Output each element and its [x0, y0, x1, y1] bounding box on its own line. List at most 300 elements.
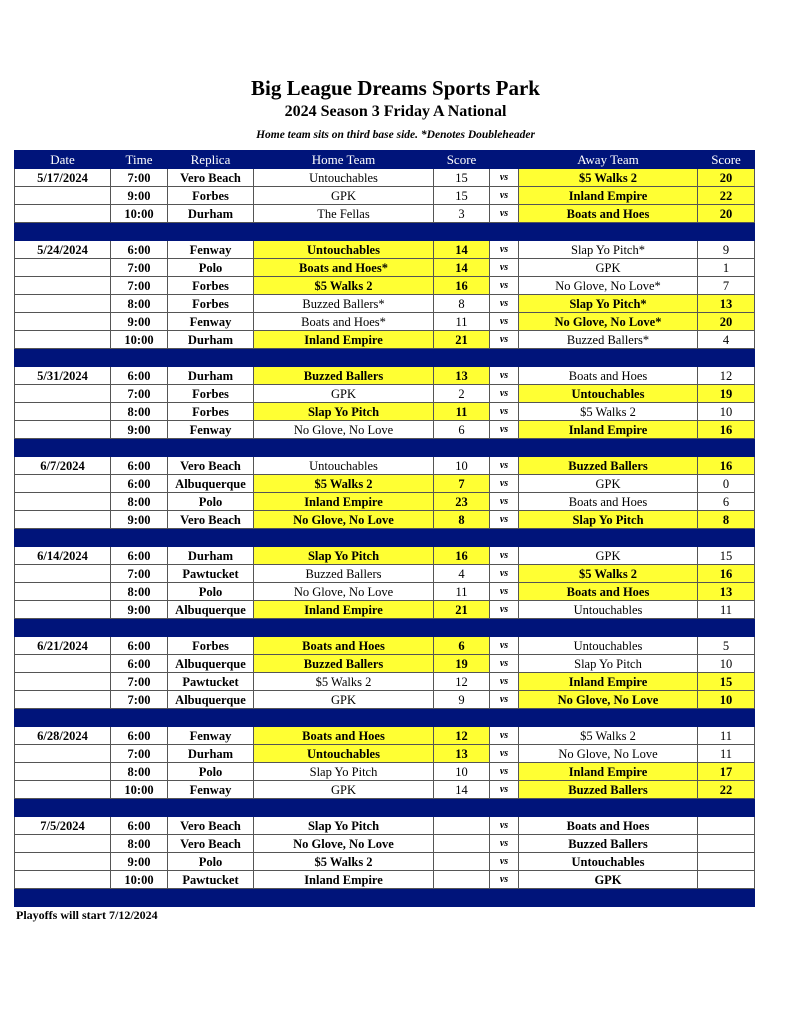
separator-cell	[698, 439, 755, 457]
away-team: No Glove, No Love	[519, 745, 698, 763]
separator-cell	[519, 349, 698, 367]
separator-cell	[254, 709, 434, 727]
separator-cell	[15, 799, 111, 817]
week-separator	[15, 223, 755, 241]
home-team: Boats and Hoes	[254, 727, 434, 745]
home-team: Boats and Hoes	[254, 637, 434, 655]
separator-cell	[490, 349, 519, 367]
separator-cell	[254, 349, 434, 367]
schedule-table	[14, 150, 755, 907]
away-team: Slap Yo Pitch	[519, 511, 698, 529]
game-time: 9:00	[111, 313, 168, 331]
game-replica-field: Forbes	[168, 385, 254, 403]
game-row	[15, 475, 755, 493]
home-team: No Glove, No Love	[254, 835, 434, 853]
game-row	[15, 205, 755, 223]
vs-label: vs	[490, 835, 519, 853]
away-team: Inland Empire	[519, 763, 698, 781]
away-score: 11	[698, 745, 755, 763]
game-row	[15, 637, 755, 655]
game-date	[15, 331, 111, 349]
away-score: 19	[698, 385, 755, 403]
vs-label: vs	[490, 655, 519, 673]
separator-cell	[15, 709, 111, 727]
game-replica-field: Polo	[168, 763, 254, 781]
separator-cell	[254, 223, 434, 241]
game-date: 6/7/2024	[15, 457, 111, 475]
separator-cell	[490, 223, 519, 241]
game-replica-field: Fenway	[168, 241, 254, 259]
game-row	[15, 277, 755, 295]
away-team: $5 Walks 2	[519, 403, 698, 421]
schedule-note: Home team sits on third base side. *Denotes Doubleheader	[256, 129, 535, 141]
vs-label: vs	[490, 313, 519, 331]
separator-cell	[111, 349, 168, 367]
page-title: Big League Dreams Sports Park	[251, 76, 540, 100]
home-score	[434, 835, 490, 853]
away-score: 8	[698, 511, 755, 529]
away-score: 10	[698, 655, 755, 673]
game-replica-field: Albuquerque	[168, 691, 254, 709]
week-separator	[15, 439, 755, 457]
away-team: Boats and Hoes	[519, 583, 698, 601]
game-row	[15, 331, 755, 349]
separator-cell	[698, 619, 755, 637]
game-date	[15, 835, 111, 853]
away-score: 16	[698, 421, 755, 439]
separator-cell	[698, 223, 755, 241]
game-time: 6:00	[111, 475, 168, 493]
separator-cell	[15, 529, 111, 547]
game-replica-field: Pawtucket	[168, 871, 254, 889]
game-time: 9:00	[111, 601, 168, 619]
separator-cell	[168, 529, 254, 547]
home-team: Inland Empire	[254, 871, 434, 889]
game-date	[15, 313, 111, 331]
home-team: No Glove, No Love	[254, 421, 434, 439]
home-score: 6	[434, 421, 490, 439]
game-row	[15, 583, 755, 601]
vs-label: vs	[490, 691, 519, 709]
game-replica-field: Durham	[168, 331, 254, 349]
away-score: 20	[698, 205, 755, 223]
separator-cell	[15, 223, 111, 241]
away-score: 7	[698, 277, 755, 295]
game-replica-field: Fenway	[168, 421, 254, 439]
vs-label: vs	[490, 565, 519, 583]
game-row	[15, 763, 755, 781]
separator-cell	[490, 799, 519, 817]
game-date	[15, 655, 111, 673]
separator-cell	[111, 619, 168, 637]
week-separator	[15, 799, 755, 817]
game-replica-field: Forbes	[168, 295, 254, 313]
separator-cell	[434, 619, 490, 637]
separator-cell	[15, 889, 111, 907]
away-team: No Glove, No Love*	[519, 313, 698, 331]
game-time: 8:00	[111, 835, 168, 853]
game-row	[15, 565, 755, 583]
home-team: Slap Yo Pitch	[254, 763, 434, 781]
home-score: 21	[434, 601, 490, 619]
game-date	[15, 421, 111, 439]
away-team: Buzzed Ballers	[519, 835, 698, 853]
home-team: Inland Empire	[254, 601, 434, 619]
header-row	[15, 151, 755, 169]
game-row	[15, 781, 755, 799]
game-time: 6:00	[111, 241, 168, 259]
away-team: Inland Empire	[519, 187, 698, 205]
away-score: 11	[698, 727, 755, 745]
game-replica-field: Polo	[168, 853, 254, 871]
game-time: 7:00	[111, 745, 168, 763]
col-header-date: Date	[15, 151, 111, 169]
home-score: 14	[434, 781, 490, 799]
game-date	[15, 871, 111, 889]
game-row	[15, 313, 755, 331]
away-score: 0	[698, 475, 755, 493]
home-score: 15	[434, 187, 490, 205]
schedule-body	[15, 169, 755, 907]
home-score: 16	[434, 547, 490, 565]
home-team: Buzzed Ballers	[254, 565, 434, 583]
game-replica-field: Polo	[168, 493, 254, 511]
home-score: 13	[434, 367, 490, 385]
home-score: 12	[434, 727, 490, 745]
away-team: Untouchables	[519, 385, 698, 403]
separator-cell	[254, 889, 434, 907]
separator-cell	[434, 709, 490, 727]
separator-cell	[698, 529, 755, 547]
game-row	[15, 871, 755, 889]
home-score: 12	[434, 673, 490, 691]
game-row	[15, 673, 755, 691]
separator-cell	[490, 889, 519, 907]
away-team: Inland Empire	[519, 673, 698, 691]
separator-cell	[168, 349, 254, 367]
home-score	[434, 853, 490, 871]
game-replica-field: Pawtucket	[168, 673, 254, 691]
game-replica-field: Albuquerque	[168, 475, 254, 493]
home-score: 8	[434, 295, 490, 313]
away-score: 15	[698, 547, 755, 565]
game-time: 10:00	[111, 205, 168, 223]
game-replica-field: Forbes	[168, 277, 254, 295]
away-score	[698, 817, 755, 835]
game-replica-field: Durham	[168, 367, 254, 385]
game-time: 6:00	[111, 457, 168, 475]
vs-label: vs	[490, 673, 519, 691]
away-score: 20	[698, 313, 755, 331]
game-replica-field: Fenway	[168, 781, 254, 799]
game-date	[15, 493, 111, 511]
home-team: Buzzed Ballers	[254, 655, 434, 673]
home-score: 10	[434, 763, 490, 781]
game-time: 7:00	[111, 691, 168, 709]
away-team: GPK	[519, 871, 698, 889]
home-score: 8	[434, 511, 490, 529]
away-score: 13	[698, 583, 755, 601]
game-row	[15, 403, 755, 421]
game-time: 7:00	[111, 565, 168, 583]
game-date	[15, 583, 111, 601]
away-score: 11	[698, 601, 755, 619]
vs-label: vs	[490, 547, 519, 565]
game-row	[15, 421, 755, 439]
separator-cell	[254, 799, 434, 817]
game-replica-field: Polo	[168, 583, 254, 601]
game-row	[15, 745, 755, 763]
game-time: 6:00	[111, 655, 168, 673]
away-score: 4	[698, 331, 755, 349]
home-team: Slap Yo Pitch	[254, 403, 434, 421]
game-date	[15, 691, 111, 709]
game-time: 7:00	[111, 385, 168, 403]
game-time: 6:00	[111, 637, 168, 655]
home-score: 14	[434, 259, 490, 277]
game-time: 9:00	[111, 853, 168, 871]
home-team: Inland Empire	[254, 493, 434, 511]
away-score: 16	[698, 565, 755, 583]
home-team: Buzzed Ballers	[254, 367, 434, 385]
vs-label: vs	[490, 475, 519, 493]
separator-cell	[168, 889, 254, 907]
home-score: 19	[434, 655, 490, 673]
home-score: 23	[434, 493, 490, 511]
separator-cell	[519, 439, 698, 457]
vs-label: vs	[490, 277, 519, 295]
game-date	[15, 565, 111, 583]
away-team: GPK	[519, 259, 698, 277]
game-time: 7:00	[111, 259, 168, 277]
home-team: Untouchables	[254, 241, 434, 259]
game-row	[15, 835, 755, 853]
game-date	[15, 853, 111, 871]
game-row	[15, 241, 755, 259]
away-team: $5 Walks 2	[519, 565, 698, 583]
separator-cell	[168, 223, 254, 241]
separator-cell	[519, 529, 698, 547]
vs-label: vs	[490, 385, 519, 403]
vs-label: vs	[490, 583, 519, 601]
vs-label: vs	[490, 853, 519, 871]
vs-label: vs	[490, 763, 519, 781]
away-team: GPK	[519, 547, 698, 565]
away-score: 10	[698, 691, 755, 709]
separator-cell	[254, 439, 434, 457]
separator-cell	[111, 889, 168, 907]
game-date	[15, 475, 111, 493]
game-date: 6/28/2024	[15, 727, 111, 745]
game-replica-field: Pawtucket	[168, 565, 254, 583]
game-replica-field: Fenway	[168, 313, 254, 331]
game-replica-field: Polo	[168, 259, 254, 277]
game-time: 6:00	[111, 727, 168, 745]
game-replica-field: Forbes	[168, 637, 254, 655]
separator-cell	[111, 709, 168, 727]
home-team: Inland Empire	[254, 331, 434, 349]
game-row	[15, 655, 755, 673]
game-row	[15, 169, 755, 187]
game-row	[15, 817, 755, 835]
game-time: 8:00	[111, 583, 168, 601]
vs-label: vs	[490, 331, 519, 349]
separator-cell	[111, 799, 168, 817]
game-row	[15, 727, 755, 745]
separator-cell	[168, 619, 254, 637]
separator-cell	[168, 799, 254, 817]
home-team: No Glove, No Love	[254, 583, 434, 601]
home-score	[434, 871, 490, 889]
separator-cell	[111, 439, 168, 457]
vs-label: vs	[490, 511, 519, 529]
game-date	[15, 259, 111, 277]
away-team: No Glove, No Love*	[519, 277, 698, 295]
game-replica-field: Durham	[168, 205, 254, 223]
season-subtitle: 2024 Season 3 Friday A National	[284, 103, 507, 120]
away-score: 22	[698, 187, 755, 205]
game-date: 6/14/2024	[15, 547, 111, 565]
game-date	[15, 601, 111, 619]
game-date: 5/17/2024	[15, 169, 111, 187]
home-team: GPK	[254, 691, 434, 709]
separator-cell	[519, 223, 698, 241]
vs-label: vs	[490, 403, 519, 421]
home-team: $5 Walks 2	[254, 853, 434, 871]
game-date	[15, 187, 111, 205]
away-score: 22	[698, 781, 755, 799]
game-replica-field: Vero Beach	[168, 169, 254, 187]
vs-label: vs	[490, 169, 519, 187]
playoffs-note: Playoffs will start 7/12/2024	[16, 908, 158, 922]
home-score: 11	[434, 403, 490, 421]
game-time: 7:00	[111, 169, 168, 187]
game-replica-field: Vero Beach	[168, 457, 254, 475]
separator-cell	[434, 889, 490, 907]
game-row	[15, 187, 755, 205]
away-team: Buzzed Ballers*	[519, 331, 698, 349]
game-date	[15, 295, 111, 313]
col-header-away-team: Away Team	[519, 151, 698, 169]
vs-label: vs	[490, 745, 519, 763]
home-score: 15	[434, 169, 490, 187]
away-score: 6	[698, 493, 755, 511]
week-separator	[15, 889, 755, 907]
separator-cell	[168, 439, 254, 457]
game-row	[15, 295, 755, 313]
game-row	[15, 511, 755, 529]
away-score: 9	[698, 241, 755, 259]
separator-cell	[434, 529, 490, 547]
separator-cell	[490, 439, 519, 457]
vs-label: vs	[490, 205, 519, 223]
home-score: 10	[434, 457, 490, 475]
col-header-home-score: Score	[434, 151, 490, 169]
game-time: 9:00	[111, 187, 168, 205]
separator-cell	[519, 799, 698, 817]
away-team: Untouchables	[519, 637, 698, 655]
game-replica-field: Durham	[168, 547, 254, 565]
game-date	[15, 205, 111, 223]
game-date: 6/21/2024	[15, 637, 111, 655]
game-time: 8:00	[111, 493, 168, 511]
home-team: GPK	[254, 781, 434, 799]
away-score: 15	[698, 673, 755, 691]
home-team: $5 Walks 2	[254, 475, 434, 493]
game-replica-field: Fenway	[168, 727, 254, 745]
away-score	[698, 871, 755, 889]
away-team: $5 Walks 2	[519, 169, 698, 187]
vs-label: vs	[490, 367, 519, 385]
away-team: Boats and Hoes	[519, 367, 698, 385]
game-time: 10:00	[111, 331, 168, 349]
separator-cell	[698, 799, 755, 817]
away-team: $5 Walks 2	[519, 727, 698, 745]
separator-cell	[434, 349, 490, 367]
col-header-home-team: Home Team	[254, 151, 434, 169]
away-score: 16	[698, 457, 755, 475]
home-team: No Glove, No Love	[254, 511, 434, 529]
game-date	[15, 277, 111, 295]
vs-label: vs	[490, 637, 519, 655]
game-time: 8:00	[111, 295, 168, 313]
home-score: 6	[434, 637, 490, 655]
separator-cell	[434, 799, 490, 817]
separator-cell	[490, 619, 519, 637]
game-row	[15, 691, 755, 709]
home-team: $5 Walks 2	[254, 277, 434, 295]
separator-cell	[254, 619, 434, 637]
away-score: 20	[698, 169, 755, 187]
game-time: 6:00	[111, 817, 168, 835]
vs-label: vs	[490, 493, 519, 511]
game-time: 9:00	[111, 421, 168, 439]
game-row	[15, 259, 755, 277]
away-team: Boats and Hoes	[519, 817, 698, 835]
separator-cell	[519, 709, 698, 727]
game-replica-field: Forbes	[168, 187, 254, 205]
home-score: 11	[434, 583, 490, 601]
home-score: 21	[434, 331, 490, 349]
game-replica-field: Vero Beach	[168, 817, 254, 835]
col-header-vs	[490, 151, 519, 169]
away-score: 13	[698, 295, 755, 313]
home-team: GPK	[254, 385, 434, 403]
home-team: Boats and Hoes*	[254, 313, 434, 331]
game-date	[15, 511, 111, 529]
home-score: 9	[434, 691, 490, 709]
game-date: 7/5/2024	[15, 817, 111, 835]
separator-cell	[519, 619, 698, 637]
away-score	[698, 853, 755, 871]
separator-cell	[490, 529, 519, 547]
game-time: 6:00	[111, 367, 168, 385]
away-team: Boats and Hoes	[519, 205, 698, 223]
week-separator	[15, 619, 755, 637]
away-team: GPK	[519, 475, 698, 493]
game-row	[15, 367, 755, 385]
vs-label: vs	[490, 727, 519, 745]
separator-cell	[434, 223, 490, 241]
vs-label: vs	[490, 817, 519, 835]
game-time: 8:00	[111, 403, 168, 421]
game-date	[15, 385, 111, 403]
week-separator	[15, 709, 755, 727]
away-team: Buzzed Ballers	[519, 781, 698, 799]
separator-cell	[111, 223, 168, 241]
separator-cell	[15, 439, 111, 457]
home-score: 13	[434, 745, 490, 763]
